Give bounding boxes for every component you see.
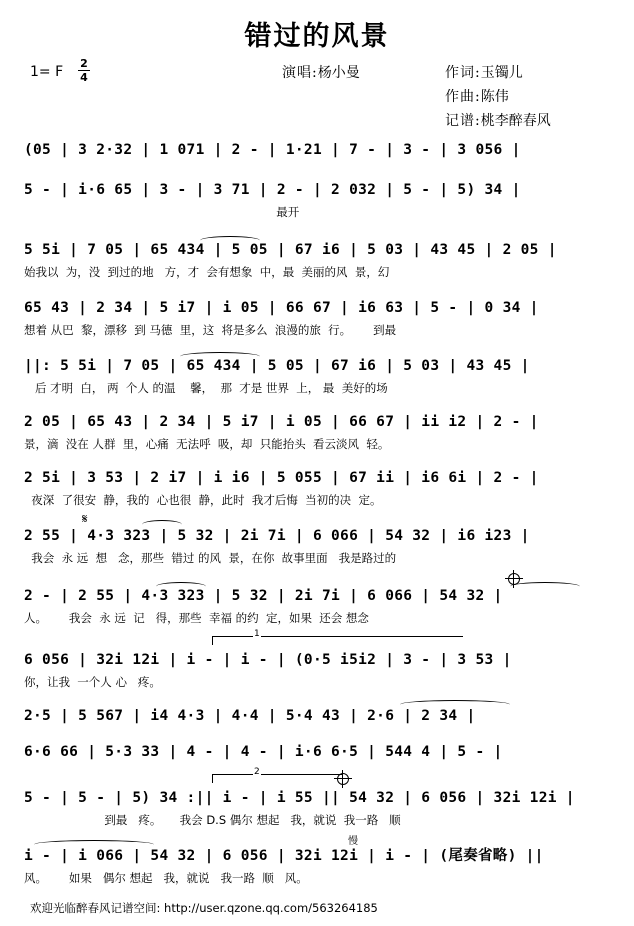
slur-mark [34,840,154,849]
lyrics: 我会 永 远 想 念，那些 错过 的风 景，在你 故事里面 我是路过的 [24,551,397,565]
notation: 2·5 | 5 567 | i4 4·3 | 4·4 | 5·4 43 | 2·6 | 2 34 | [24,708,476,724]
notation: 6·6 66 | 5·3 33 | 4 - | 4 - | i·6 6·5 | 544 4 | 5 - | [24,744,503,760]
coda-sign-icon [337,773,349,785]
key-signature: 1= F [30,64,64,80]
notation: 5 - | 5 - | 5) 34 :|| i - | i 55 || 54 32 | 6 056 | 32i 12i | [24,790,575,806]
lyrics: 景，滴 没在 人群 里，心痛 无法呼 吸，却 只能抬头 看云淡风 轻。 [24,437,390,451]
lyrics: 你，让我 一个人 心 疼。 [24,675,161,689]
lyrics: 最开 [24,205,300,219]
notation: 2 5i | 3 53 | 2 i7 | i i6 | 5 055 | 67 ii | i6 6i | 2 - | [24,470,539,486]
volta-bracket-2: 2 [212,774,343,783]
time-signature [78,58,90,83]
notation: 65 43 | 2 34 | 5 i7 | i 05 | 66 67 | i6 63 | 5 - | 0 34 | [24,300,539,316]
time-signature-top: 2 [80,57,88,70]
notation: 5 - | i·6 65 | 3 - | 3 71 | 2 - | 2 032 | 5 - | 5) 34 | [24,182,521,198]
score-line-9 [24,586,614,626]
lyrics [24,164,614,180]
score-line-14 [24,846,614,886]
time-signature-bottom: 4 [80,71,88,84]
score-line-2 [24,180,614,220]
score-line-7 [24,468,614,508]
tempo-mark: 慢 [348,836,358,847]
slur-mark [200,236,260,245]
slur-mark [156,582,206,591]
lyrics: 始我以 为，没 到过的地 方，才 会有想象 中，最 美丽的风 景，幻 [24,265,390,279]
slur-mark [142,520,182,529]
notation: 6 056 | 32i 12i | i - | i - | (0·5 i5i2 | 3 - | 3 53 | [24,652,512,668]
song-title: 错过的风景 [244,21,390,52]
notation: 2 55 | 4·3 323 | 5 32 | 2i 7i | 6 066 | 54 32 | i6 i23 | [24,528,530,544]
notation: 2 - | 2 55 | 4·3 323 | 5 32 | 2i 7i | 6 066 | 54 32 | [24,588,503,604]
segno-icon: 𝄋 [82,512,88,527]
notation: (05 | 3 2·32 | 1 071 | 2 - | 1·21 | 7 - | 3 - | 3 056 | [24,142,521,158]
lyrics: 想着 从巴 黎，漂移 到 马德 里，这 将是多么 浪漫的旅 行。 到最 [24,323,397,337]
score-line-4 [24,298,614,338]
score-line-1 [24,140,614,180]
lyrics: 风。 如果 偶尔 想起 我，就说 我一路 顺 风。 [24,871,308,885]
slur-mark [180,352,260,361]
notation: ||: 5 5i | 7 05 | 65 434 | 5 05 | 67 i6 | 5 03 | 43 45 | [24,358,530,374]
lyrics: 到最 疼。 我会 D.S 偶尔 想起 我，就说 我一路 顺 [24,813,401,827]
lyrics: 人。 我会 永 远 记 得，那些 幸福 的约 定，如果 还会 想念 [24,611,369,625]
score-line-3 [24,240,614,280]
score-line-5 [24,356,614,396]
volta-bracket-1: 1 [212,636,463,645]
lyrics: 夜深 了很安 静，我的 心也很 静，此时 我才后悔 当初的决 定。 [24,493,382,507]
score-line-11 [24,706,614,746]
composer-credit: 作曲:陈伟 [445,89,509,105]
notation: 5 5i | 7 05 | 65 434 | 5 05 | 67 i6 | 5 03 | 43 45 | 2 05 | [24,242,557,258]
score-line-8 [24,526,614,566]
transcriber-credit: 记谱:桃李醉春风 [445,113,551,129]
singer-credit: 演唱:杨小曼 [282,65,360,81]
lyrics: 后 才明 白， 两 个人 的温 馨， 那 才是 世界 上， 最 美好的场 [24,381,388,395]
score-line-6 [24,412,614,452]
score-line-13 [24,788,614,828]
slur-mark [510,582,580,591]
score-line-10 [24,650,614,690]
footer-note: 欢迎光临醉春风记谱空间: http://user.qzone.qq.com/563264185 [30,901,378,915]
notation: i - | i 066 | 54 32 | 6 056 | 32i 12i | i - | (尾奏省略) || [24,848,544,864]
slur-mark [400,700,510,709]
lyricist-credit: 作词:玉镯儿 [445,65,523,81]
notation: 2 05 | 65 43 | 2 34 | 5 i7 | i 05 | 66 67 | ii i2 | 2 - | [24,414,539,430]
